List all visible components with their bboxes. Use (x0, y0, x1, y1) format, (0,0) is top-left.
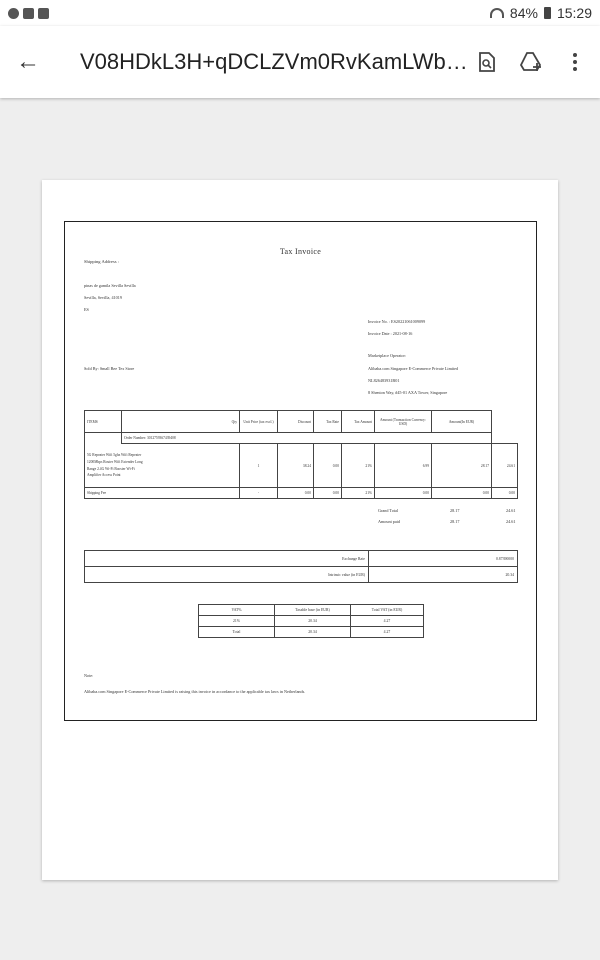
back-arrow-icon[interactable]: ← (16, 48, 40, 75)
wifi-icon (490, 8, 504, 18)
alert-icon (8, 8, 19, 19)
battery-icon (544, 7, 551, 19)
shipping-amount-usd: 0.00 (432, 488, 492, 499)
address-line-1: pinas de gamila Sevilla Sevilla (84, 283, 136, 288)
item-desc-1: 5G Repeater Wifi 5ghz Wifi Repeater (87, 452, 142, 457)
shipping-unit: 0.00 (278, 488, 314, 499)
th-items: ITEMS (85, 411, 122, 433)
vat-total-label: Total (199, 627, 275, 638)
app-bar (0, 26, 600, 98)
invoice-title: Tax Invoice (279, 247, 322, 256)
exchange-table (84, 550, 518, 583)
search-document-icon[interactable] (476, 51, 498, 73)
amount-paid-eur: 24.61 (506, 519, 516, 524)
exchange-rate-value: 0.87390000 (369, 551, 518, 567)
th-tax-amount: Tax Amount (342, 411, 375, 433)
invoice-frame (64, 221, 537, 721)
note-text: Alibaba.com Singapore E-Commerce Private Limited is raising this invoice in accordance to the applicable tax laws in Netherlands. (84, 689, 306, 694)
drive-add-icon[interactable] (520, 51, 542, 73)
th-tax-rate: Tax Rate (314, 411, 342, 433)
shield-icon (38, 8, 49, 19)
item-amount-usd: 28.17 (432, 444, 492, 488)
vat-total-base: 20.34 (275, 627, 351, 638)
th-discount: Discount (278, 411, 314, 433)
item-unit-price: 38.24 (278, 444, 314, 488)
operator-name: Alibaba.com Singapore E-Commerce Private Limited (368, 366, 459, 371)
address-line-3: ES (84, 307, 89, 312)
item-discount: 0.00 (314, 444, 342, 488)
grand-total-label: Grand Total (378, 508, 398, 513)
operator-vat: NL826483931B01 (368, 378, 400, 383)
operator-address: 8 Shenton Way, #45-01 AXA Tower, Singapore (368, 390, 448, 395)
item-qty: 1 (240, 444, 278, 488)
shipping-amount-eur: 0.00 (492, 488, 518, 499)
vat-total-vat: 4.27 (351, 627, 424, 638)
battery-percent: 84% (509, 5, 538, 21)
item-desc-2: 1200Mbps Router Wifi Extender Long (87, 459, 143, 464)
shipping-tax: 0.00 (375, 488, 432, 499)
status-bar (0, 0, 600, 26)
pdf-page (42, 180, 558, 880)
th-amount-eur: Amount(In EUR) (432, 411, 492, 433)
more-options-icon[interactable] (564, 51, 586, 73)
item-tax-rate: 21% (342, 444, 375, 488)
shipping-rate: 21% (342, 488, 375, 499)
shipping-fee-label: Shipping Fee (85, 488, 240, 499)
grand-total-eur: 24.61 (506, 508, 516, 513)
vat-row-total: 4.27 (351, 616, 424, 627)
shipping-label: Shipping Address : (84, 259, 119, 264)
address-line-2: Sevilla, Sevilla, 41019 (84, 295, 122, 300)
item-desc-4: Amplifier Access Point (87, 473, 121, 478)
item-desc-3: Range 2.4G Wi-Fi Booster Wi-Fi (87, 466, 135, 471)
item-tax-amount: 6.99 (375, 444, 432, 488)
amount-paid-usd: 28.17 (450, 519, 460, 524)
grand-total-usd: 28.17 (450, 508, 460, 513)
intrinsic-label: Intrinsic value (in EUR) (85, 567, 369, 583)
exchange-rate-label: Exchange Rate (85, 551, 369, 567)
vat-header-base: Taxable base (in EUR) (275, 605, 351, 616)
items-table (84, 410, 518, 499)
shipping-discount: 0.00 (314, 488, 342, 499)
operator-label: Marketplace Operator: (368, 353, 407, 358)
mail-icon (23, 8, 34, 19)
vat-table (198, 604, 424, 638)
item-amount-eur: 24.61 (492, 444, 518, 488)
amount-paid-label: Amount paid (378, 519, 400, 524)
vat-row-rate: 21% (199, 616, 275, 627)
clock: 15:29 (556, 5, 592, 21)
th-qty: Qty (122, 411, 240, 433)
invoice-date: Invoice Date : 2021-08-16 (368, 331, 413, 336)
invoice-number: Invoice No. : ES20221061009099 (368, 319, 426, 324)
sold-by: Sold By: Small Bee Tex Store (84, 366, 135, 371)
th-amount-usd: Amount (Transaction Currency: USD) (375, 411, 432, 433)
shipping-qty: - (240, 488, 278, 499)
th-unit-price: Unit Price (tax excl.) (240, 411, 278, 433)
document-title: V08HDkL3H+qDCLZVm0RvKamLWbo... (80, 49, 476, 74)
note-label: Note: (84, 673, 94, 678)
intrinsic-value: 20.34 (369, 567, 518, 583)
vat-header-rate: VAT% (199, 605, 275, 616)
order-number: Order Number: 3012759367439408 (122, 433, 492, 444)
vat-header-total: Total VAT (in EUR) (351, 605, 424, 616)
vat-row-base: 20.34 (275, 616, 351, 627)
